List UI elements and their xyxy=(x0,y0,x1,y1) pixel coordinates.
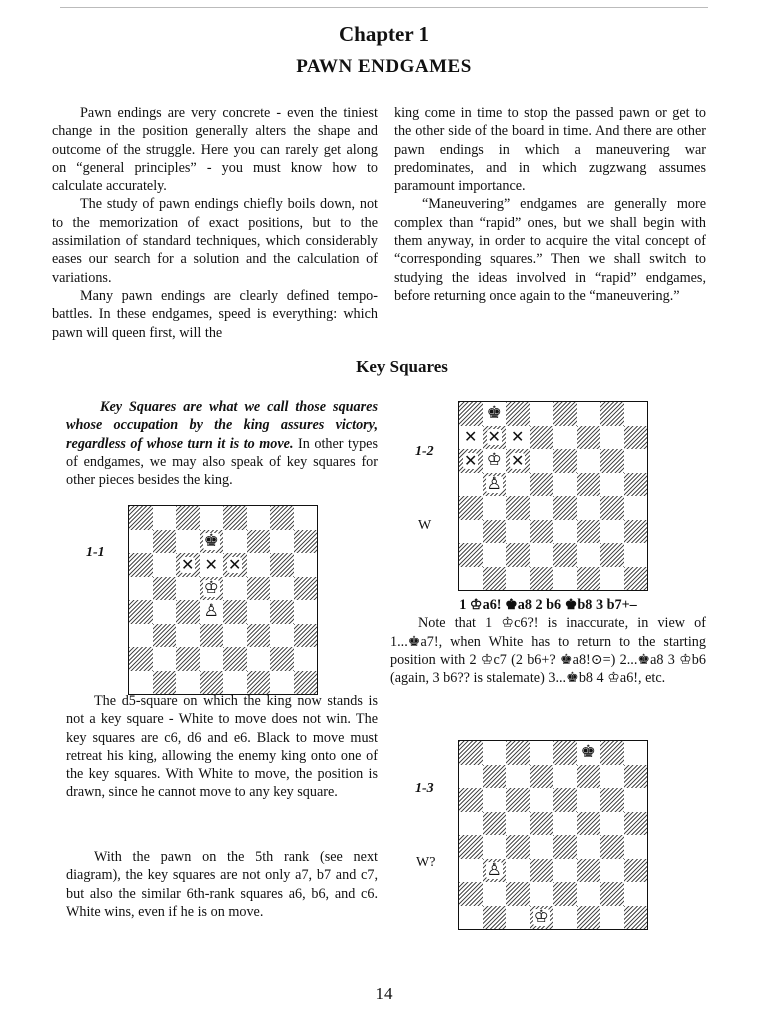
top-rule xyxy=(60,7,708,8)
square-c1 xyxy=(176,671,200,695)
square-a2 xyxy=(129,647,153,671)
black-king-icon: ♚ xyxy=(486,403,502,424)
intro-paragraph: “Maneuvering” endgames are generally more complex than “rapid” ones, but we shall begin with them anyway, in order to acquire the vital concept of “corresponding squares.” Then we shall switch to studying the ideas involved in “rapid” endgames, before returning once again to the “maneuvering.” xyxy=(394,196,706,304)
square-c3 xyxy=(506,859,530,883)
page-number: 14 xyxy=(375,984,393,1003)
square-d6 xyxy=(530,449,554,473)
square-f3 xyxy=(577,520,601,544)
square-f1 xyxy=(577,906,601,930)
square-c1 xyxy=(506,567,530,591)
square-g6 xyxy=(600,788,624,812)
body-paragraph: With the pawn on the 5th rank (see next diagram), the key squares are not only a7, b7 and c7, but also the similar 6th-rank squares a6, b6, and c6. White wins, even if he is on move. xyxy=(66,849,378,920)
square-g7 xyxy=(600,765,624,789)
square-f7 xyxy=(577,426,601,450)
square-e4 xyxy=(223,600,247,624)
square-c6 xyxy=(506,449,530,473)
square-h8 xyxy=(624,402,648,426)
square-h7 xyxy=(294,530,318,554)
square-c3 xyxy=(176,624,200,648)
intro-paragraph: Many pawn endings are clearly defined tempo-battles. In these endgames, speed is everything: which pawn will queen first, will the xyxy=(52,287,378,341)
white-king-icon: ♔ xyxy=(203,577,219,598)
square-g1 xyxy=(600,906,624,930)
square-b5 xyxy=(483,473,507,497)
square-e7 xyxy=(223,530,247,554)
square-d4 xyxy=(530,496,554,520)
square-b4 xyxy=(483,835,507,859)
white-king-icon: ♔ xyxy=(533,906,549,927)
key-square-mark-icon: ✕ xyxy=(511,427,525,447)
square-g1 xyxy=(600,567,624,591)
square-g7 xyxy=(270,530,294,554)
square-c2 xyxy=(506,882,530,906)
square-f7 xyxy=(247,530,271,554)
square-e1 xyxy=(553,567,577,591)
square-c7 xyxy=(506,426,530,450)
square-h4 xyxy=(624,835,648,859)
black-king-icon: ♚ xyxy=(580,742,596,763)
square-c7 xyxy=(176,530,200,554)
chapter-heading: Chapter 1 xyxy=(338,22,430,46)
square-f3 xyxy=(577,859,601,883)
square-f6 xyxy=(577,788,601,812)
square-b2 xyxy=(483,882,507,906)
square-e1 xyxy=(553,906,577,930)
square-d5 xyxy=(200,577,224,601)
square-g3 xyxy=(600,520,624,544)
square-f4 xyxy=(577,496,601,520)
square-d1 xyxy=(530,906,554,930)
square-d2 xyxy=(200,647,224,671)
square-b1 xyxy=(483,567,507,591)
square-d7 xyxy=(530,765,554,789)
square-h6 xyxy=(624,449,648,473)
square-f4 xyxy=(577,835,601,859)
chapter-title: PAWN ENDGAMES xyxy=(296,56,472,77)
square-h7 xyxy=(624,765,648,789)
square-c6 xyxy=(176,553,200,577)
square-h5 xyxy=(294,577,318,601)
intro-paragraph: Pawn endings are very concrete - even the tiniest change in the position generally alters the shape and outcome of the struggle. Here you can rarely get along on “general principles” - you must know how to calculate accurately. xyxy=(52,105,378,195)
square-a3 xyxy=(459,859,483,883)
square-f1 xyxy=(577,567,601,591)
square-a4 xyxy=(459,496,483,520)
square-d6 xyxy=(530,788,554,812)
square-e7 xyxy=(553,426,577,450)
square-f1 xyxy=(247,671,271,695)
square-b3 xyxy=(153,624,177,648)
square-b8 xyxy=(483,402,507,426)
square-c3 xyxy=(506,520,530,544)
square-g6 xyxy=(600,449,624,473)
square-h1 xyxy=(624,906,648,930)
key-square-mark-icon: ✕ xyxy=(228,554,242,574)
square-d7 xyxy=(530,426,554,450)
square-b6 xyxy=(483,788,507,812)
square-b6 xyxy=(483,449,507,473)
diagram-label-1-2: 1-2 xyxy=(415,444,434,459)
square-b6 xyxy=(153,553,177,577)
square-d3 xyxy=(200,624,224,648)
square-f4 xyxy=(247,600,271,624)
square-e3 xyxy=(553,520,577,544)
square-c4 xyxy=(176,600,200,624)
square-h6 xyxy=(624,788,648,812)
square-e8 xyxy=(553,402,577,426)
side-to-move-1-3: W? xyxy=(416,855,436,870)
square-h2 xyxy=(624,543,648,567)
square-h3 xyxy=(624,520,648,544)
key-square-mark-icon: ✕ xyxy=(487,427,501,447)
square-d8 xyxy=(530,402,554,426)
key-square-mark-icon: ✕ xyxy=(181,554,195,574)
square-f3 xyxy=(247,624,271,648)
square-d1 xyxy=(200,671,224,695)
square-g7 xyxy=(600,426,624,450)
square-h1 xyxy=(294,671,318,695)
square-h5 xyxy=(624,812,648,836)
square-h5 xyxy=(624,473,648,497)
square-e2 xyxy=(553,543,577,567)
square-h3 xyxy=(624,859,648,883)
square-f8 xyxy=(247,506,271,530)
square-g2 xyxy=(270,647,294,671)
square-b1 xyxy=(153,671,177,695)
square-a2 xyxy=(459,543,483,567)
square-d4 xyxy=(200,600,224,624)
square-c4 xyxy=(506,496,530,520)
square-a1 xyxy=(129,671,153,695)
main-line: 1 ♔a6! ♚a8 2 b6 ♚b8 3 b7+– xyxy=(459,597,637,613)
square-c5 xyxy=(506,473,530,497)
section-heading: Key Squares xyxy=(356,357,448,376)
square-e5 xyxy=(553,812,577,836)
solution-moves xyxy=(390,596,706,687)
square-d3 xyxy=(530,520,554,544)
square-b3 xyxy=(483,520,507,544)
square-a3 xyxy=(459,520,483,544)
intro-right-column xyxy=(394,104,706,305)
white-pawn-icon: ♙ xyxy=(486,859,502,880)
square-g4 xyxy=(270,600,294,624)
square-f8 xyxy=(577,741,601,765)
square-a5 xyxy=(129,577,153,601)
square-d5 xyxy=(530,473,554,497)
square-f6 xyxy=(247,553,271,577)
square-f5 xyxy=(577,473,601,497)
d5-explanation xyxy=(66,692,378,802)
square-d2 xyxy=(530,543,554,567)
square-g8 xyxy=(600,741,624,765)
definition-rest: In other types of endgames, we may also speak of key squares for other pieces besides the king. xyxy=(66,435,378,489)
square-f7 xyxy=(577,765,601,789)
square-c5 xyxy=(506,812,530,836)
square-c1 xyxy=(506,906,530,930)
chess-diagram-1-2 xyxy=(458,401,648,591)
side-to-move-1-2: W xyxy=(418,518,432,533)
square-b7 xyxy=(483,426,507,450)
body-paragraph: The d5-square on which the king now stands is not a key square - White to move does not win. The key squares are c6, d6 and e6. Black to move must retreat his king, allowing the enemy king onto one of the key squares. With White to move, the position is drawn, since he cannot move to any key square. xyxy=(66,693,378,801)
square-h1 xyxy=(624,567,648,591)
square-b4 xyxy=(483,496,507,520)
square-a4 xyxy=(129,600,153,624)
intro-paragraph-continued: king come in time to stop the passed pawn or get to the other side of the board in time. And there are other pawn endings in which a maneuvering war predominates, and in which zugzwang assumes paramount importance. xyxy=(394,105,706,195)
square-f2 xyxy=(577,543,601,567)
intro-paragraph: The study of pawn endings chiefly boils down, not to the memorization of exact positions, but to the assimilation of standard techniques, which considerably eases our search for a solution and the calculation of variations. xyxy=(52,196,378,286)
square-b8 xyxy=(483,741,507,765)
square-a6 xyxy=(129,553,153,577)
square-b7 xyxy=(483,765,507,789)
square-c8 xyxy=(506,741,530,765)
square-b5 xyxy=(483,812,507,836)
key-squares-definition xyxy=(66,398,378,489)
square-g6 xyxy=(270,553,294,577)
square-d1 xyxy=(530,567,554,591)
chess-diagram-1-3 xyxy=(458,740,648,930)
square-e3 xyxy=(553,859,577,883)
square-d5 xyxy=(530,812,554,836)
square-c7 xyxy=(506,765,530,789)
square-h3 xyxy=(294,624,318,648)
square-f6 xyxy=(577,449,601,473)
definition-emphasis: Key Squares are what we call those squares whose occupation by the king assures victory, regardless of whose turn it is to move. xyxy=(66,399,378,452)
square-h2 xyxy=(624,882,648,906)
square-a1 xyxy=(459,906,483,930)
square-e3 xyxy=(223,624,247,648)
square-e2 xyxy=(553,882,577,906)
fifth-rank-explanation xyxy=(66,848,378,921)
square-h4 xyxy=(624,496,648,520)
square-b8 xyxy=(153,506,177,530)
intro-left-column xyxy=(52,104,378,342)
chess-diagram-1-1 xyxy=(128,505,318,695)
square-h6 xyxy=(294,553,318,577)
black-king-icon: ♚ xyxy=(203,530,219,551)
square-g2 xyxy=(600,543,624,567)
square-c4 xyxy=(506,835,530,859)
square-e4 xyxy=(553,835,577,859)
square-h8 xyxy=(624,741,648,765)
square-c8 xyxy=(176,506,200,530)
square-g3 xyxy=(600,859,624,883)
square-a6 xyxy=(459,449,483,473)
square-g2 xyxy=(600,882,624,906)
diagram-label-1-3: 1-3 xyxy=(415,781,434,796)
square-d2 xyxy=(530,882,554,906)
square-d8 xyxy=(530,741,554,765)
square-g4 xyxy=(600,496,624,520)
square-e5 xyxy=(553,473,577,497)
diagram-label-1-1: 1-1 xyxy=(86,545,105,560)
square-a8 xyxy=(459,402,483,426)
square-a5 xyxy=(459,812,483,836)
square-h7 xyxy=(624,426,648,450)
square-f2 xyxy=(577,882,601,906)
square-b5 xyxy=(153,577,177,601)
square-g1 xyxy=(270,671,294,695)
square-a6 xyxy=(459,788,483,812)
square-e1 xyxy=(223,671,247,695)
square-g5 xyxy=(600,473,624,497)
square-f8 xyxy=(577,402,601,426)
move-note xyxy=(390,614,706,687)
square-a1 xyxy=(459,567,483,591)
square-a3 xyxy=(129,624,153,648)
square-b2 xyxy=(153,647,177,671)
square-e8 xyxy=(553,741,577,765)
square-f5 xyxy=(247,577,271,601)
square-d6 xyxy=(200,553,224,577)
square-b4 xyxy=(153,600,177,624)
square-g5 xyxy=(600,812,624,836)
square-g5 xyxy=(270,577,294,601)
key-square-mark-icon: ✕ xyxy=(511,450,525,470)
square-e7 xyxy=(553,765,577,789)
square-e4 xyxy=(553,496,577,520)
square-e6 xyxy=(223,553,247,577)
square-f5 xyxy=(577,812,601,836)
key-square-mark-icon: ✕ xyxy=(464,450,478,470)
square-e2 xyxy=(223,647,247,671)
key-square-mark-icon: ✕ xyxy=(204,554,218,574)
square-g4 xyxy=(600,835,624,859)
square-c8 xyxy=(506,402,530,426)
square-a7 xyxy=(459,765,483,789)
square-a7 xyxy=(129,530,153,554)
square-h2 xyxy=(294,647,318,671)
square-c6 xyxy=(506,788,530,812)
square-b7 xyxy=(153,530,177,554)
square-b3 xyxy=(483,859,507,883)
square-d7 xyxy=(200,530,224,554)
square-a7 xyxy=(459,426,483,450)
square-b1 xyxy=(483,906,507,930)
square-d8 xyxy=(200,506,224,530)
key-square-mark-icon: ✕ xyxy=(464,427,478,447)
square-b2 xyxy=(483,543,507,567)
square-a5 xyxy=(459,473,483,497)
move-note-text: Note that 1 ♔c6?! is inaccurate, in view of 1...♚a7!, when White has to return to the starting position with 2 ♔c7 (2 b6+? ♚a8!⊙=) 2...♚a8 3 ♔b6 (again, 3 b6?? is stalemate) 3...♚b8 4 ♔a6!, etc. xyxy=(390,615,706,687)
square-d3 xyxy=(530,859,554,883)
square-e8 xyxy=(223,506,247,530)
square-e6 xyxy=(553,788,577,812)
square-h4 xyxy=(294,600,318,624)
white-pawn-icon: ♙ xyxy=(486,473,502,494)
square-c5 xyxy=(176,577,200,601)
square-g3 xyxy=(270,624,294,648)
square-e6 xyxy=(553,449,577,473)
square-a2 xyxy=(459,882,483,906)
white-king-icon: ♔ xyxy=(486,450,502,471)
square-c2 xyxy=(506,543,530,567)
square-a8 xyxy=(129,506,153,530)
square-a4 xyxy=(459,835,483,859)
square-h8 xyxy=(294,506,318,530)
square-g8 xyxy=(270,506,294,530)
square-a8 xyxy=(459,741,483,765)
white-pawn-icon: ♙ xyxy=(203,601,219,622)
square-d4 xyxy=(530,835,554,859)
square-e5 xyxy=(223,577,247,601)
square-c2 xyxy=(176,647,200,671)
square-f2 xyxy=(247,647,271,671)
square-g8 xyxy=(600,402,624,426)
